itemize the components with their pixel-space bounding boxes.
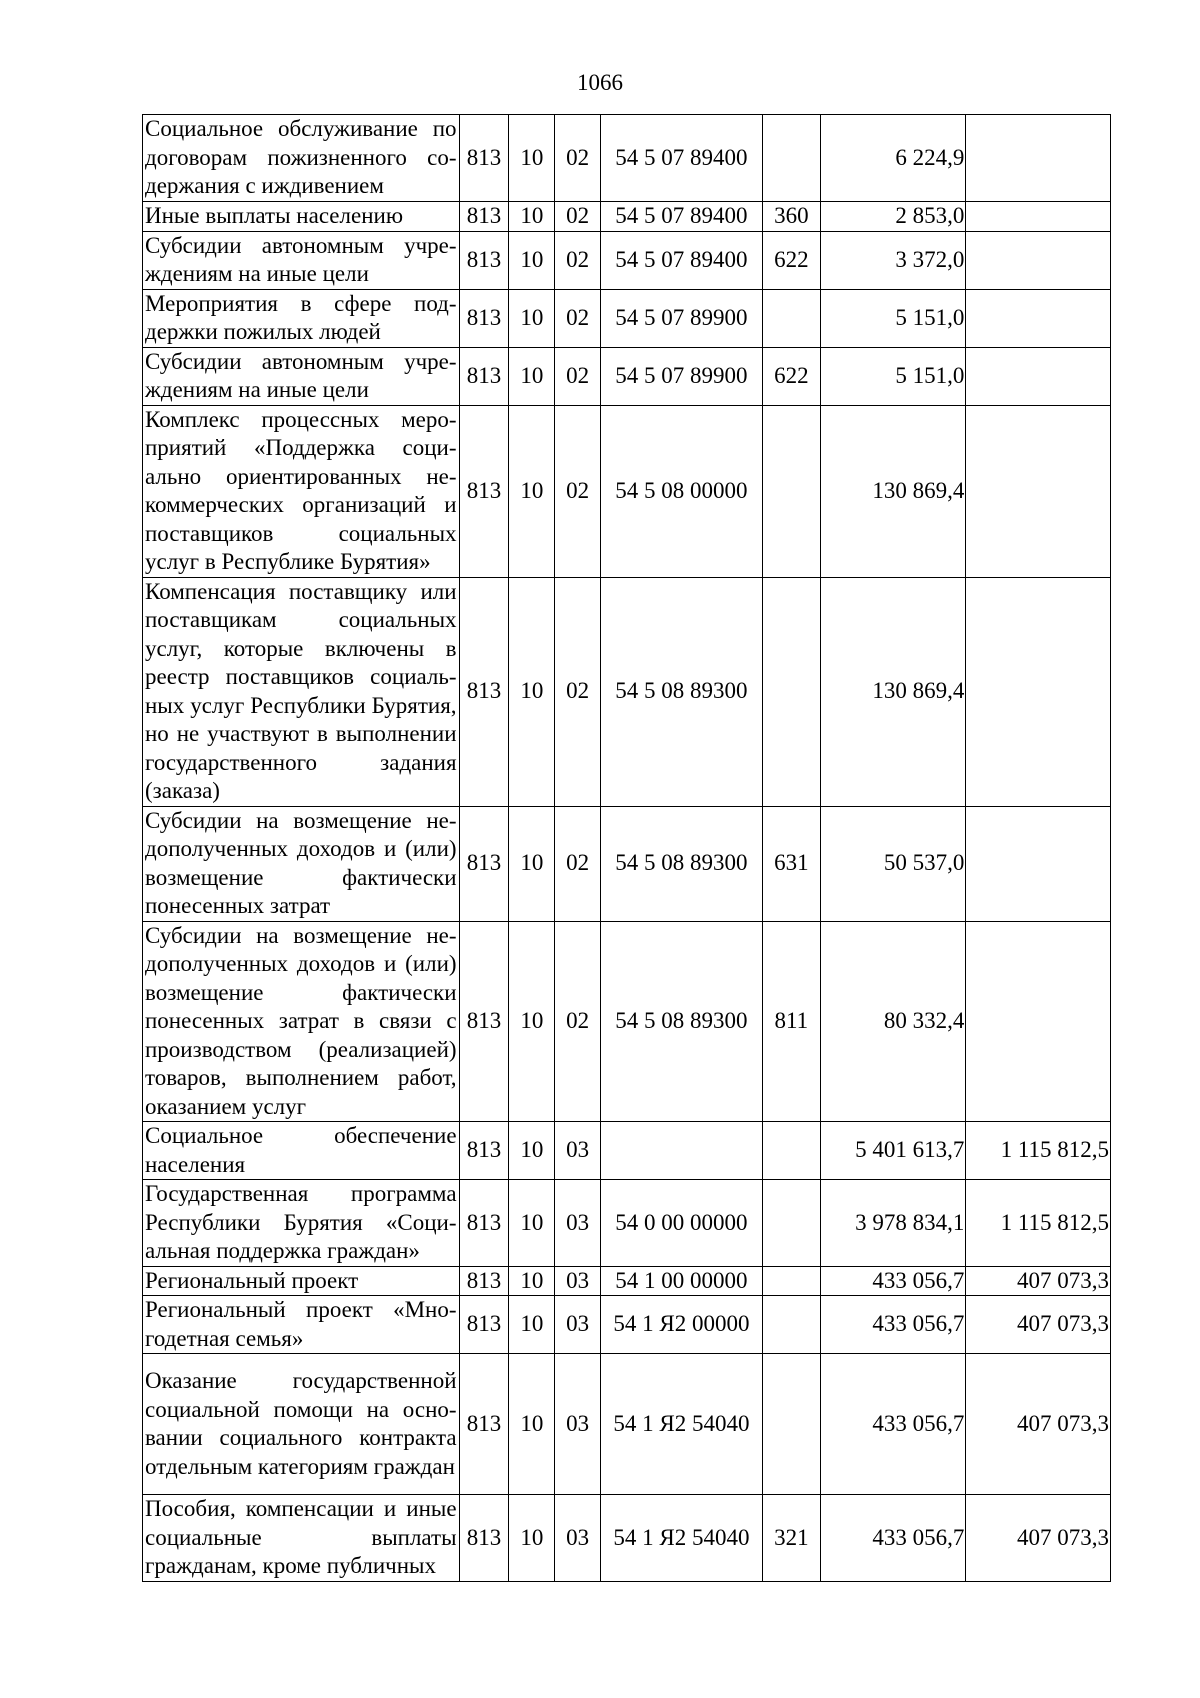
row-rz-cell: 10 xyxy=(509,577,555,806)
row-vr-cell xyxy=(762,289,820,347)
row-vr-cell xyxy=(762,1122,820,1180)
row-csr-cell: 54 1 Я2 54040 xyxy=(601,1354,763,1495)
table-row xyxy=(143,289,1111,347)
row-csr-cell: 54 5 07 89400 xyxy=(601,115,763,202)
row-csr-cell: 54 1 Я2 54040 xyxy=(601,1495,763,1582)
row-vr-cell: 622 xyxy=(762,231,820,289)
row-name-cell: Региональный проект «Многодетная семья» xyxy=(143,1296,460,1354)
row-sum2-cell xyxy=(966,115,1111,202)
row-rz-cell: 10 xyxy=(509,806,555,921)
row-pr-cell: 02 xyxy=(555,289,601,347)
row-rz-cell: 10 xyxy=(509,921,555,1122)
row-sum1-cell: 6 224,9 xyxy=(820,115,966,202)
row-csr-cell: 54 1 Я2 00000 xyxy=(601,1296,763,1354)
row-gr-cell: 813 xyxy=(459,405,509,577)
row-sum1-cell: 433 056,7 xyxy=(820,1354,966,1495)
row-pr-cell: 02 xyxy=(555,115,601,202)
row-pr-cell: 02 xyxy=(555,921,601,1122)
row-pr-cell: 03 xyxy=(555,1296,601,1354)
row-sum1-cell: 433 056,7 xyxy=(820,1266,966,1296)
row-rz-cell: 10 xyxy=(509,202,555,232)
row-pr-cell: 03 xyxy=(555,1180,601,1267)
row-sum1-cell: 433 056,7 xyxy=(820,1495,966,1582)
row-csr-cell: 54 5 07 89400 xyxy=(601,202,763,232)
row-name-cell: Мероприятия в сфере поддержки пожилых людей xyxy=(143,289,460,347)
row-csr-cell: 54 5 07 89400 xyxy=(601,231,763,289)
row-sum2-cell xyxy=(966,577,1111,806)
row-csr-cell: 54 5 07 89900 xyxy=(601,289,763,347)
table-row xyxy=(143,806,1111,921)
row-sum2-cell: 407 073,3 xyxy=(966,1296,1111,1354)
row-vr-cell xyxy=(762,1296,820,1354)
row-rz-cell: 10 xyxy=(509,405,555,577)
row-csr-cell xyxy=(601,1122,763,1180)
table-row xyxy=(143,577,1111,806)
row-sum2-cell xyxy=(966,289,1111,347)
row-name-cell: Иные выплаты населению xyxy=(143,202,460,232)
row-sum1-cell: 130 869,4 xyxy=(820,405,966,577)
row-sum1-cell: 5 151,0 xyxy=(820,347,966,405)
row-pr-cell: 03 xyxy=(555,1354,601,1495)
row-sum1-cell: 433 056,7 xyxy=(820,1296,966,1354)
row-name-cell: Комплекс процессных мероприятий «Поддержка социально ориентированных некоммерческих организаций и поставщиков социальных услуг в Республике Бурятия» xyxy=(143,405,460,577)
table-row xyxy=(143,1495,1111,1582)
row-sum2-cell xyxy=(966,806,1111,921)
row-sum2-cell: 1 115 812,5 xyxy=(966,1122,1111,1180)
row-name-cell: Социальное обеспечение населения xyxy=(143,1122,460,1180)
row-sum2-cell: 407 073,3 xyxy=(966,1266,1111,1296)
budget-table xyxy=(142,114,1111,1582)
row-sum1-cell: 50 537,0 xyxy=(820,806,966,921)
table-row xyxy=(143,115,1111,202)
row-rz-cell: 10 xyxy=(509,1296,555,1354)
row-gr-cell: 813 xyxy=(459,115,509,202)
row-name-cell: Региональный проект xyxy=(143,1266,460,1296)
row-gr-cell: 813 xyxy=(459,806,509,921)
row-name-cell: Оказание государственной социальной помощи на основании социального контракта отдельным категориям граждан xyxy=(143,1354,460,1495)
row-pr-cell: 03 xyxy=(555,1495,601,1582)
row-gr-cell: 813 xyxy=(459,231,509,289)
row-gr-cell: 813 xyxy=(459,1180,509,1267)
row-csr-cell: 54 0 00 00000 xyxy=(601,1180,763,1267)
row-gr-cell: 813 xyxy=(459,1266,509,1296)
row-sum1-cell: 80 332,4 xyxy=(820,921,966,1122)
row-csr-cell: 54 5 08 89300 xyxy=(601,806,763,921)
row-vr-cell xyxy=(762,1266,820,1296)
row-pr-cell: 02 xyxy=(555,577,601,806)
row-name-cell: Государственная программа Республики Бурятия «Социальная поддержка граждан» xyxy=(143,1180,460,1267)
table-row xyxy=(143,1180,1111,1267)
row-rz-cell: 10 xyxy=(509,1180,555,1267)
row-name-cell: Субсидии автономным учреждениям на иные цели xyxy=(143,231,460,289)
row-pr-cell: 02 xyxy=(555,231,601,289)
row-name-cell: Субсидии на возмещение недополученных доходов и (или) возмещение фактически понесенных затрат в связи с производством (реализацией) товаров, выполнением работ, оказанием услуг xyxy=(143,921,460,1122)
row-name-cell: Субсидии автономным учреждениям на иные цели xyxy=(143,347,460,405)
row-gr-cell: 813 xyxy=(459,347,509,405)
row-rz-cell: 10 xyxy=(509,289,555,347)
row-vr-cell: 321 xyxy=(762,1495,820,1582)
row-gr-cell: 813 xyxy=(459,1495,509,1582)
row-vr-cell xyxy=(762,405,820,577)
row-csr-cell: 54 1 00 00000 xyxy=(601,1266,763,1296)
row-name-cell: Социальное обслуживание по договорам пожизненного содержания с иждивением xyxy=(143,115,460,202)
row-csr-cell: 54 5 07 89900 xyxy=(601,347,763,405)
row-name-cell: Пособия, компенсации и иные социальные выплаты гражданам, кроме публичных xyxy=(143,1495,460,1582)
row-sum2-cell: 407 073,3 xyxy=(966,1495,1111,1582)
table-row xyxy=(143,921,1111,1122)
row-sum1-cell: 5 151,0 xyxy=(820,289,966,347)
row-pr-cell: 02 xyxy=(555,202,601,232)
row-sum1-cell: 130 869,4 xyxy=(820,577,966,806)
table-row xyxy=(143,202,1111,232)
row-sum2-cell xyxy=(966,202,1111,232)
row-gr-cell: 813 xyxy=(459,1122,509,1180)
row-pr-cell: 02 xyxy=(555,347,601,405)
row-vr-cell: 360 xyxy=(762,202,820,232)
table-row xyxy=(143,1266,1111,1296)
row-sum2-cell xyxy=(966,405,1111,577)
row-sum1-cell: 2 853,0 xyxy=(820,202,966,232)
table-row xyxy=(143,1122,1111,1180)
table-row xyxy=(143,347,1111,405)
table-row xyxy=(143,231,1111,289)
table-row xyxy=(143,405,1111,577)
row-gr-cell: 813 xyxy=(459,1296,509,1354)
row-sum2-cell: 407 073,3 xyxy=(966,1354,1111,1495)
row-csr-cell: 54 5 08 00000 xyxy=(601,405,763,577)
row-pr-cell: 03 xyxy=(555,1266,601,1296)
row-vr-cell xyxy=(762,1180,820,1267)
row-vr-cell xyxy=(762,1354,820,1495)
row-gr-cell: 813 xyxy=(459,921,509,1122)
row-vr-cell: 811 xyxy=(762,921,820,1122)
row-name-cell: Субсидии на возмещение недополученных доходов и (или) возмещение фактически понесенных затрат xyxy=(143,806,460,921)
row-csr-cell: 54 5 08 89300 xyxy=(601,577,763,806)
row-sum1-cell: 3 978 834,1 xyxy=(820,1180,966,1267)
row-sum1-cell: 3 372,0 xyxy=(820,231,966,289)
row-gr-cell: 813 xyxy=(459,289,509,347)
row-rz-cell: 10 xyxy=(509,347,555,405)
row-rz-cell: 10 xyxy=(509,1495,555,1582)
row-pr-cell: 02 xyxy=(555,405,601,577)
row-sum2-cell xyxy=(966,231,1111,289)
row-vr-cell xyxy=(762,577,820,806)
row-sum2-cell xyxy=(966,921,1111,1122)
row-gr-cell: 813 xyxy=(459,577,509,806)
table-row xyxy=(143,1354,1111,1495)
row-pr-cell: 02 xyxy=(555,806,601,921)
row-sum2-cell xyxy=(966,347,1111,405)
row-vr-cell xyxy=(762,115,820,202)
page-number: 1066 xyxy=(577,70,623,95)
row-rz-cell: 10 xyxy=(509,1122,555,1180)
row-sum2-cell: 1 115 812,5 xyxy=(966,1180,1111,1267)
row-rz-cell: 10 xyxy=(509,1266,555,1296)
row-gr-cell: 813 xyxy=(459,202,509,232)
row-name-cell: Компенсация поставщику или поставщикам социальных услуг, которые включены в реестр поставщиков социальных услуг Республики Бурятия, но не участвуют в выполнении государственного задания (заказа) xyxy=(143,577,460,806)
row-pr-cell: 03 xyxy=(555,1122,601,1180)
row-vr-cell: 622 xyxy=(762,347,820,405)
row-rz-cell: 10 xyxy=(509,115,555,202)
row-rz-cell: 10 xyxy=(509,1354,555,1495)
row-sum1-cell: 5 401 613,7 xyxy=(820,1122,966,1180)
row-rz-cell: 10 xyxy=(509,231,555,289)
table-row xyxy=(143,1296,1111,1354)
row-vr-cell: 631 xyxy=(762,806,820,921)
row-gr-cell: 813 xyxy=(459,1354,509,1495)
row-csr-cell: 54 5 08 89300 xyxy=(601,921,763,1122)
